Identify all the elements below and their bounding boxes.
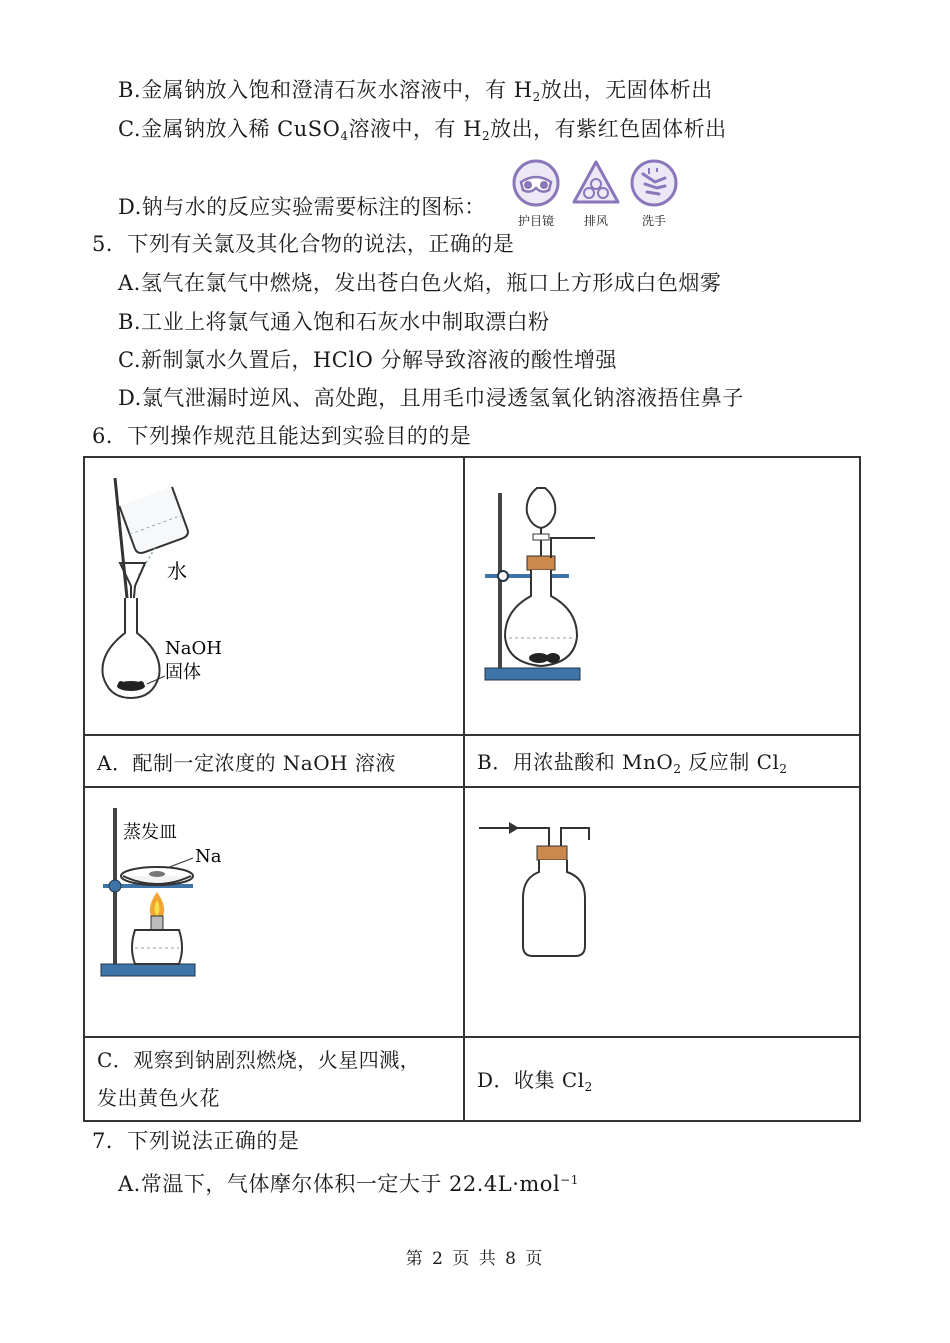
ventilation-icon bbox=[571, 158, 621, 208]
caption-c-line1: C．观察到钠剧烈燃烧，火星四溅， bbox=[97, 1048, 421, 1072]
wash-hands-label: 洗手 bbox=[641, 214, 666, 228]
caption-b: B．用浓盐酸和 MnO$_2$ 反应制 $Cl_2$ bbox=[464, 735, 860, 787]
label-dish: 蒸发皿 bbox=[123, 822, 177, 843]
q7-option-a: A.常温下，气体摩尔体积一定大于 22.4L·mol$^{-1}$ bbox=[118, 1172, 579, 1196]
q4-option-b: B.金属钠放入饱和澄清石灰水溶液中，有 $H_2$放出，无固体析出 bbox=[118, 78, 713, 104]
q5-option-a: A.氢气在氯气中燃烧，发出苍白色火焰，瓶口上方形成白色烟雾 bbox=[118, 271, 722, 295]
label-solid: 固体 bbox=[165, 662, 201, 683]
ventilation-label: 排风 bbox=[583, 214, 608, 228]
wash-hands-icon-box bbox=[628, 158, 680, 228]
goggles-icon bbox=[511, 158, 561, 208]
figure-b-cell bbox=[464, 457, 860, 735]
goggles-label: 护目镜 bbox=[517, 214, 554, 228]
q5-option-c: C.新制氯水久置后，HClO 分解导致溶液的酸性增强 bbox=[118, 348, 617, 372]
goggles-icon-box bbox=[510, 158, 562, 228]
figure-b-chlorine-generator bbox=[465, 458, 859, 730]
q5-option-b: B.工业上将氯气通入饱和石灰水中制取漂白粉 bbox=[118, 310, 550, 334]
page-footer: 第 2 页 共 8 页 bbox=[405, 1249, 545, 1269]
beaker bbox=[119, 487, 189, 555]
ventilation-icon-box bbox=[570, 158, 622, 228]
q7-stem: 7．下列说法正确的是 bbox=[92, 1129, 300, 1153]
label-naoh: NaOH bbox=[165, 638, 222, 659]
caption-d: D．收集 $Cl_2$ bbox=[464, 1037, 860, 1121]
caption-a: A．配制一定浓度的 NaOH 溶液 bbox=[84, 735, 464, 787]
wash-hands-icon bbox=[629, 158, 679, 208]
figure-d-gas-bottle bbox=[465, 788, 859, 1032]
caption-c bbox=[84, 1037, 464, 1121]
label-water: 水 bbox=[167, 559, 187, 583]
figure-d-cell bbox=[464, 787, 860, 1037]
safety-icons bbox=[510, 158, 685, 230]
figure-a-cell bbox=[84, 457, 464, 735]
q6-options-table bbox=[83, 456, 861, 1122]
q4-option-c: C.金属钠放入稀 CuSO$_4$溶液中，有 $H_2$放出，有紫红色固体析出 bbox=[118, 117, 727, 143]
figure-a-volumetric-flask bbox=[85, 458, 463, 730]
q4-option-d: D.钠与水的反应实验需要标注的图标： bbox=[118, 195, 486, 219]
figure-c-cell bbox=[84, 787, 464, 1037]
figure-c-evaporating-dish bbox=[85, 788, 463, 1032]
q5-option-d: D.氯气泄漏时逆风、高处跑，且用毛巾浸透氢氧化钠溶液捂住鼻子 bbox=[118, 386, 744, 410]
q6-stem: 6．下列操作规范且能达到实验目的的是 bbox=[92, 424, 472, 448]
q5-stem: 5．下列有关氯及其化合物的说法，正确的是 bbox=[92, 232, 515, 256]
label-na: Na bbox=[195, 846, 222, 867]
caption-c-line2: 发出黄色火花 bbox=[97, 1086, 220, 1110]
